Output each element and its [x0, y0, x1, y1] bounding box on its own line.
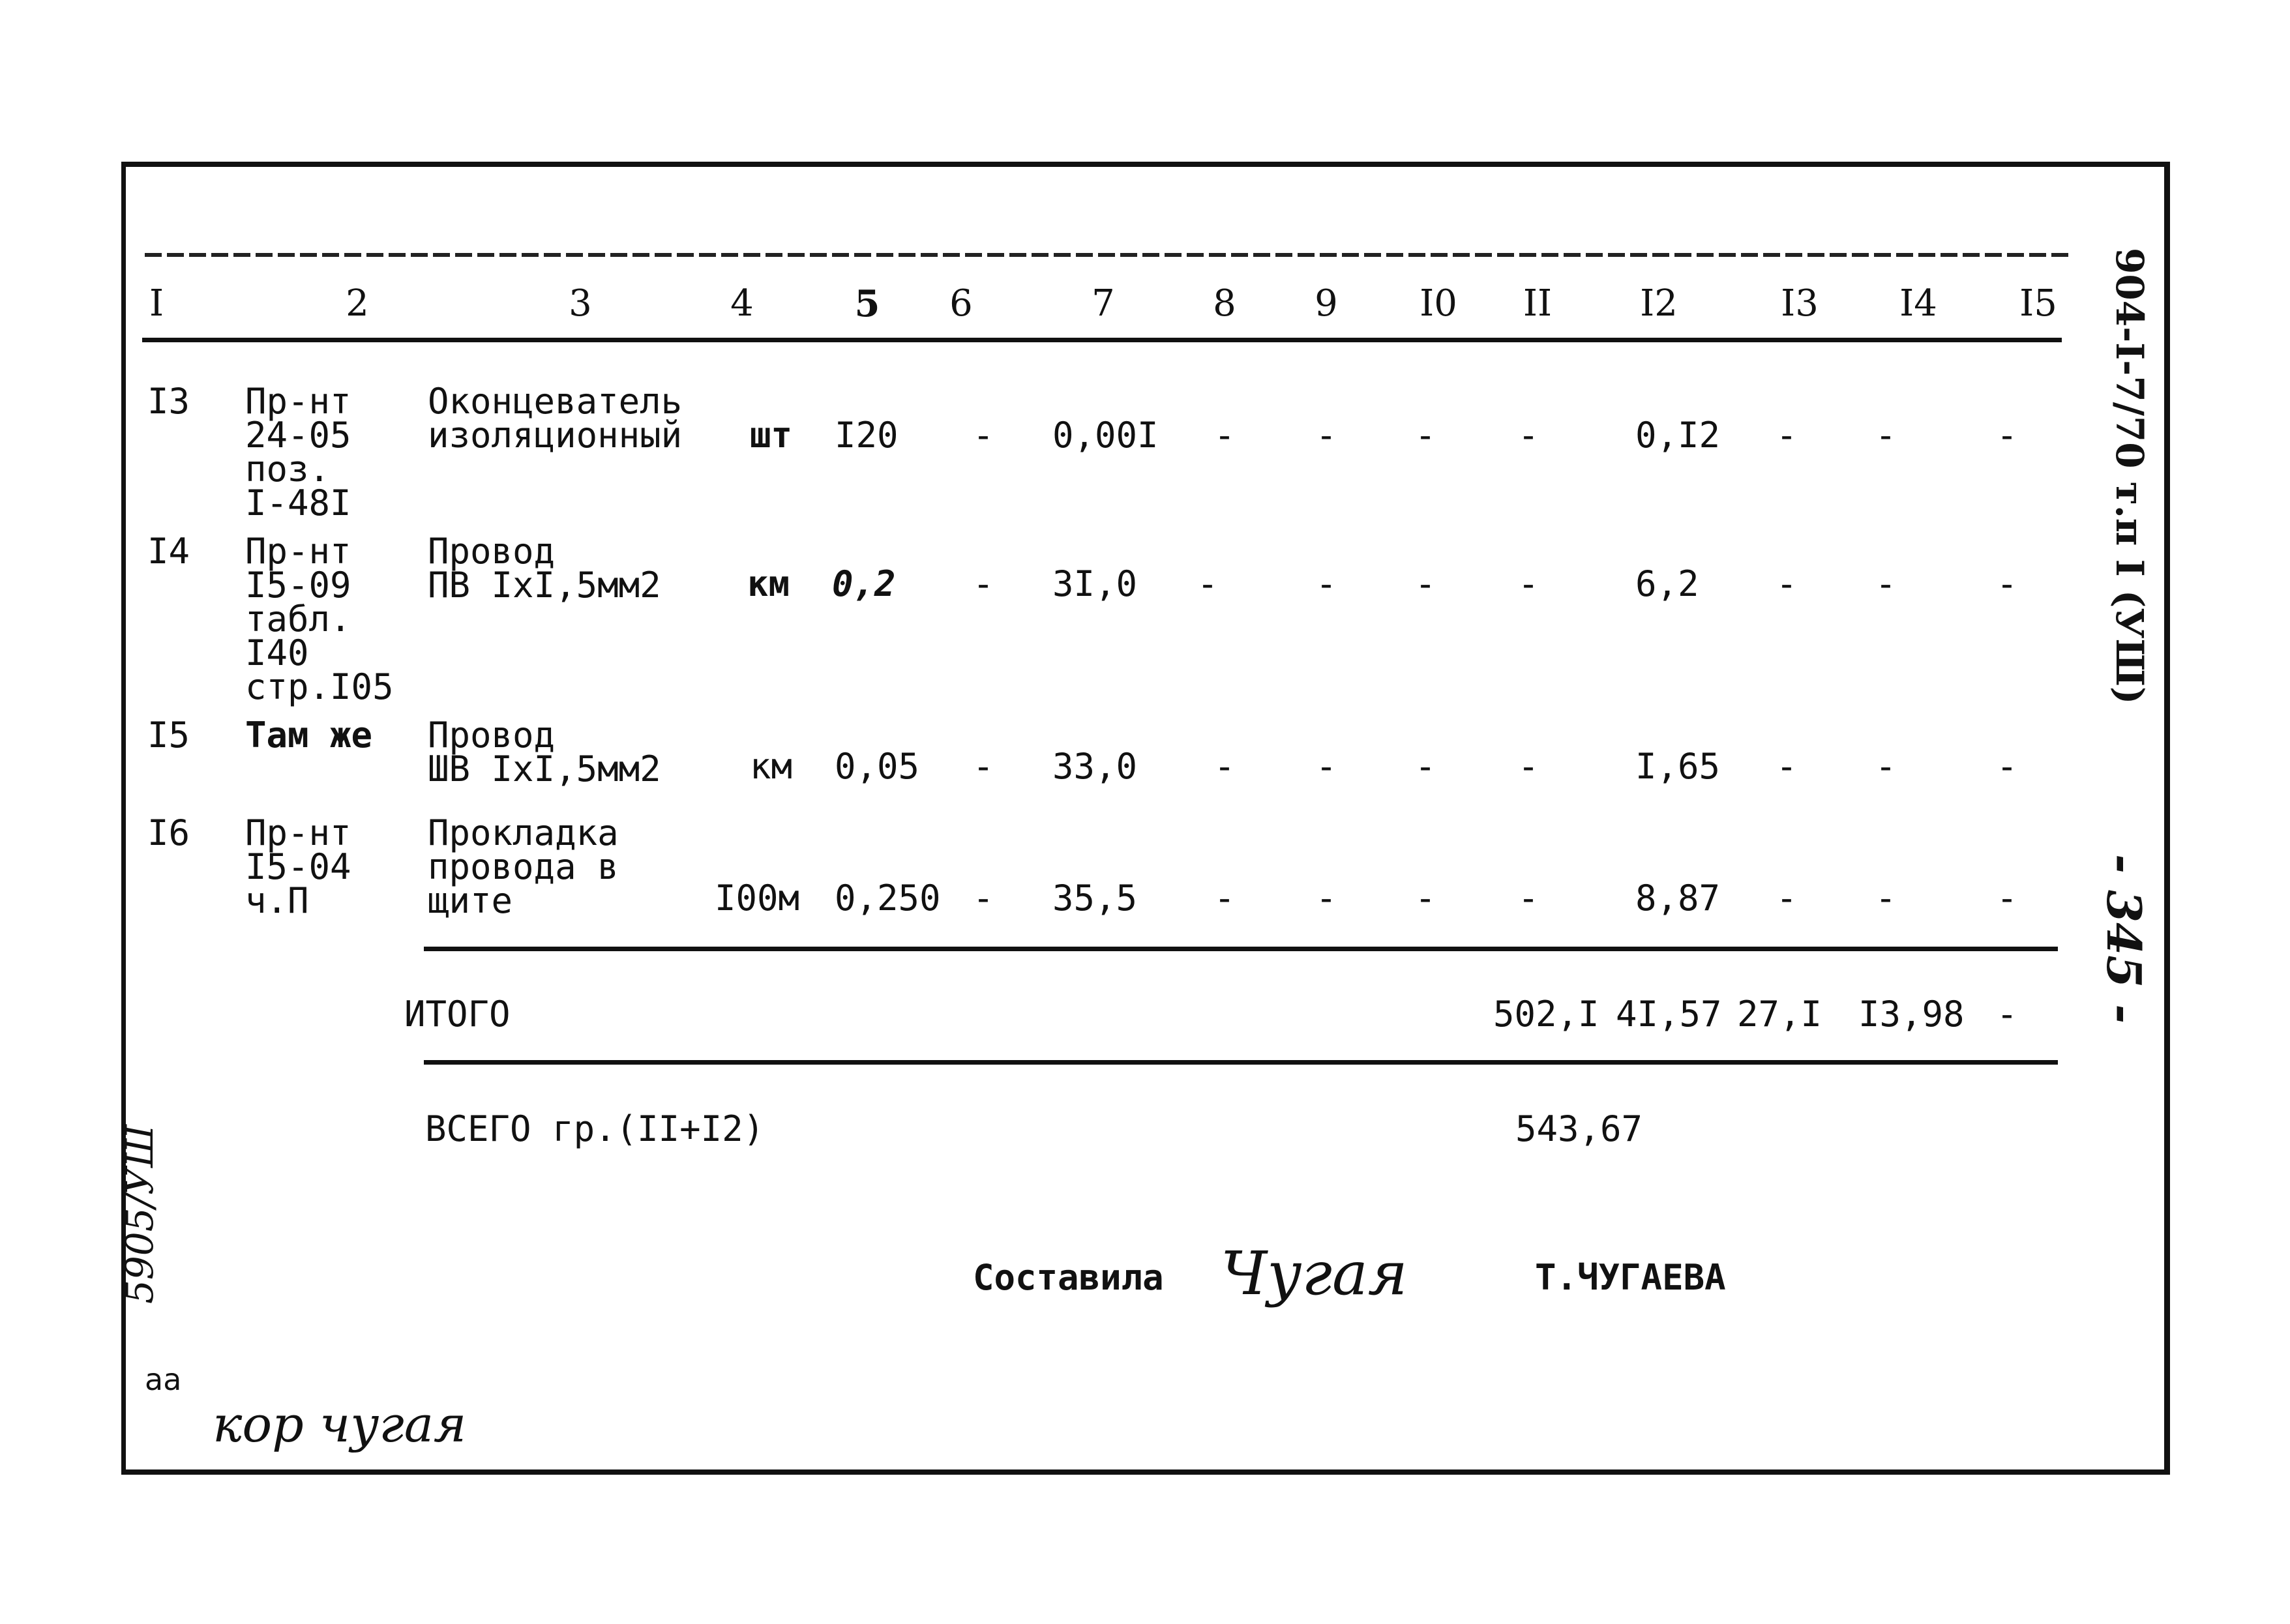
handwritten-signature: Чугая: [1221, 1239, 1408, 1308]
row-col11: -: [1517, 878, 1539, 919]
row-name: Провод ШВ IxI,5мм2: [428, 715, 661, 790]
row-quantity: 0,250: [835, 878, 941, 919]
row-col14: -: [1875, 563, 1897, 604]
col-header-11: II: [1523, 282, 1553, 325]
row-unit: I00м: [715, 878, 800, 919]
col-header-4: 4: [730, 282, 754, 325]
itogo-top-rule: [424, 947, 2058, 951]
header-bottom-rule: [142, 338, 2062, 342]
col-header-2: 2: [346, 282, 369, 325]
col-header-1: I: [149, 282, 164, 325]
document-code-vertical: 904-I-7/70 т.п I (УШ): [2107, 248, 2152, 705]
row-col11: -: [1517, 746, 1539, 787]
col-header-12: I2: [1640, 282, 1678, 325]
itogo-col13: 27,I: [1737, 994, 1822, 1035]
itogo-col12: 4I,57: [1616, 994, 1722, 1035]
row-unit: км: [747, 563, 790, 604]
row-quantity: 0,2: [832, 563, 896, 604]
row-reference: Пр-нт I5-09 табл. I40 стр.I05: [245, 531, 394, 707]
col-header-13: I3: [1781, 282, 1819, 325]
row-col10: -: [1414, 415, 1436, 456]
itogo-col15: -: [1996, 994, 2018, 1035]
row-reference: Пр-нт I5-04 ч.П: [245, 812, 351, 921]
vsego-value: 543,67: [1515, 1108, 1643, 1149]
row-col9: -: [1315, 563, 1337, 604]
row-col8: -: [1213, 746, 1236, 787]
row-col6: -: [972, 415, 994, 456]
row-col8: -: [1197, 563, 1219, 604]
row-col10: -: [1414, 563, 1436, 604]
row-col9: -: [1315, 746, 1337, 787]
row-col14: -: [1875, 878, 1897, 919]
row-unit-price: 0,00I: [1052, 415, 1159, 456]
correction-note: кор чугая: [213, 1395, 467, 1453]
row-unit-price: 33,0: [1052, 746, 1138, 787]
row-quantity: I20: [835, 415, 899, 456]
row-unit: шт: [750, 415, 793, 456]
col-header-14: I4: [1899, 282, 1937, 325]
row-number: I4: [147, 531, 190, 572]
row-col12: 6,2: [1635, 563, 1699, 604]
row-col15: -: [1996, 415, 2018, 456]
row-col6: -: [972, 878, 994, 919]
row-name: Оконцеватель изоляционный: [428, 381, 683, 456]
row-col10: -: [1414, 746, 1436, 787]
row-col13: -: [1776, 563, 1798, 604]
itogo-col14: I3,98: [1858, 994, 1965, 1035]
compiler-name: Т.ЧУГАЕВА: [1535, 1257, 1726, 1298]
row-col11: -: [1517, 563, 1539, 604]
row-reference: Пр-нт 24-05 поз. I-48I: [245, 381, 351, 524]
itogo-col11: 502,I: [1493, 994, 1599, 1035]
col-header-9: 9: [1315, 282, 1338, 325]
row-col9: -: [1315, 415, 1337, 456]
row-col12: I,65: [1635, 746, 1721, 787]
row-col12: 8,87: [1635, 878, 1721, 919]
row-col13: -: [1776, 415, 1798, 456]
col-header-3: 3: [569, 282, 592, 325]
row-unit: км: [750, 746, 793, 787]
vsego-top-rule: [424, 1060, 2058, 1065]
row-col6: -: [972, 746, 994, 787]
row-number: I5: [147, 715, 190, 756]
row-col13: -: [1776, 746, 1798, 787]
footer-mark: аа: [145, 1362, 182, 1397]
col-header-8: 8: [1213, 282, 1236, 325]
col-header-10: I0: [1420, 282, 1457, 325]
row-quantity: 0,05: [835, 746, 920, 787]
row-number: I6: [147, 812, 190, 853]
row-col8: -: [1213, 878, 1236, 919]
col-header-5: 5: [854, 282, 880, 325]
row-name: Провод ПВ IxI,5мм2: [428, 531, 661, 606]
row-col13: -: [1776, 878, 1798, 919]
row-name: Прокладка провода в щите: [428, 812, 619, 921]
header-top-dashes: [145, 253, 2074, 257]
row-number: I3: [147, 381, 190, 422]
row-col12: 0,I2: [1635, 415, 1721, 456]
vsego-label: ВСЕГО гр.(II+I2): [425, 1108, 765, 1149]
row-col8: -: [1213, 415, 1236, 456]
row-col14: -: [1875, 415, 1897, 456]
row-col9: -: [1315, 878, 1337, 919]
col-header-6: 6: [949, 282, 973, 325]
archive-number-vertical: 5905/УШ: [117, 1124, 162, 1304]
row-col15: -: [1996, 563, 2018, 604]
row-col15: -: [1996, 878, 2018, 919]
page-number-vertical: - 345 -: [2096, 854, 2152, 1024]
itogo-label: ИТОГО: [404, 994, 511, 1035]
compiled-by-label: Составила: [973, 1257, 1164, 1298]
row-reference: Там же: [245, 715, 373, 756]
row-col14: -: [1875, 746, 1897, 787]
row-unit-price: 3I,0: [1052, 563, 1138, 604]
col-header-15: I5: [2019, 282, 2057, 325]
row-unit-price: 35,5: [1052, 878, 1138, 919]
row-col11: -: [1517, 415, 1539, 456]
row-col15: -: [1996, 746, 2018, 787]
row-col6: -: [972, 563, 994, 604]
row-col10: -: [1414, 878, 1436, 919]
col-header-7: 7: [1092, 282, 1115, 325]
